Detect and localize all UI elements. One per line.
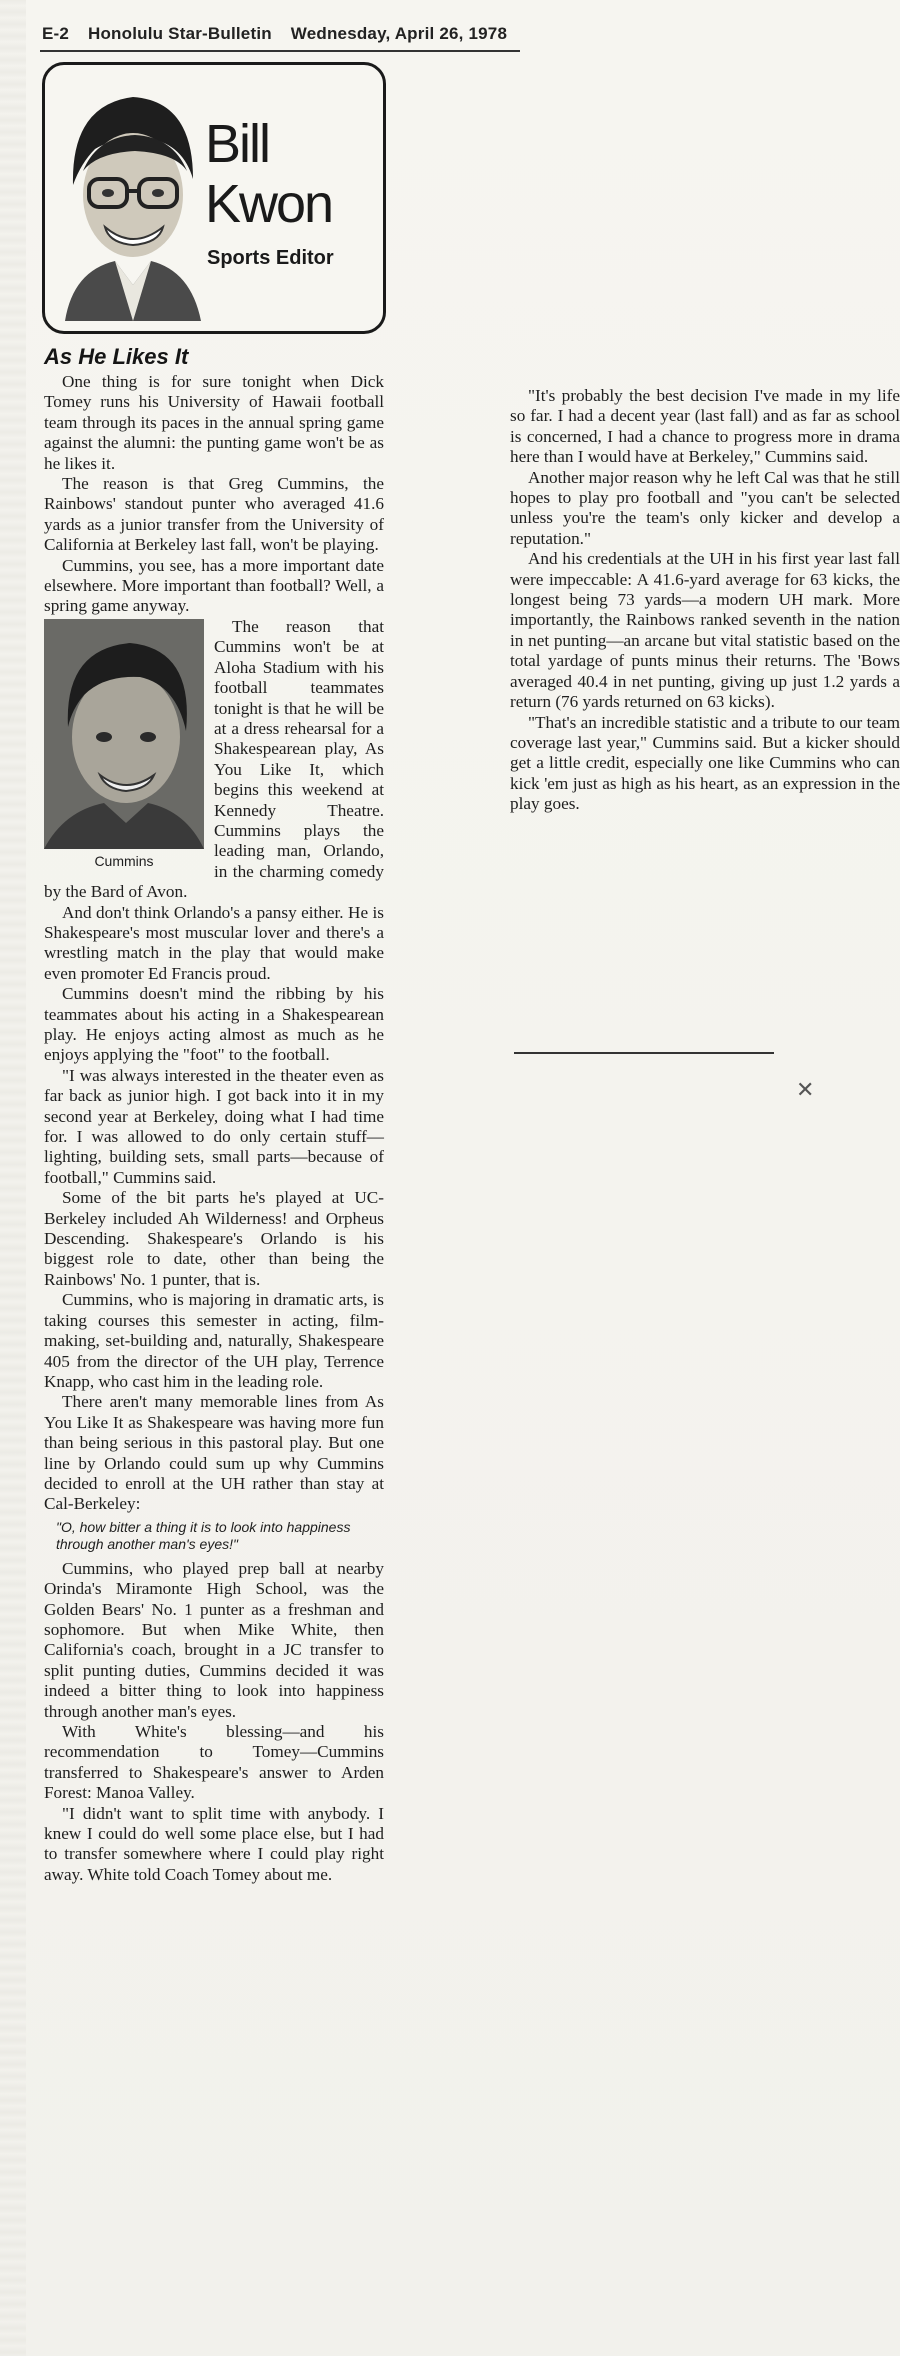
column-header bbox=[42, 62, 386, 334]
paragraph: Another major reason why he left Cal was that he still hopes to play pro football and "you can't be selected unless you're the team's only kicker and develop a reputation." bbox=[510, 467, 900, 548]
folio-page: E-2 bbox=[42, 24, 70, 43]
paragraph: With White's blessing—and his recommendation to Tomey—Cummins transferred to Shakespeare's answer to Arden Forest: Manoa Valley. bbox=[44, 1722, 384, 1803]
folio-date: Wednesday, April 26, 1978 bbox=[290, 24, 508, 43]
columnist-last-name: Kwon bbox=[205, 174, 333, 234]
pull-quote: "O, how bitter a thing it is to look into happiness through another man's eyes!" bbox=[56, 1518, 351, 1552]
columnist-role: Sports Editor bbox=[207, 247, 334, 269]
paragraph: "It's probably the best decision I've made in my life so far. I had a decent year (last fall) and as far as school is concerned, I had a chance to progress more in drama here than I would have at Berkeley," Cummins said. bbox=[510, 386, 900, 467]
paragraph: Cummins, who played prep ball at nearby Orinda's Miramonte High School, was the Golden Bears' No. 1 punter as a freshman and sophomore. But when Mike White, then California's coach, brought in a JC transfer to split punting duties, Cummins decided it was indeed a bitter thing to look into happiness through another man's eyes. bbox=[44, 1558, 384, 1721]
player-photo-caption: Cummins bbox=[94, 852, 154, 869]
folio-paper: Honolulu Star-Bulletin bbox=[88, 24, 272, 43]
paragraph: Some of the bit parts he's played at UC-Berkeley included Ah Wilderness! and Orpheus Descending. Shakespeare's Orlando is his biggest role to date, other than being the Rainbows' No. 1 punter, that is. bbox=[44, 1188, 384, 1289]
paragraph: There aren't many memorable lines from As You Like It as Shakespeare was having more fun than being serious in this pastoral play. But one line by Orlando could sum up why Cummins decided to enroll at the UH rather than stay at Cal-Berkeley: bbox=[44, 1392, 384, 1514]
paragraph: "I was always interested in the theater even as far back as junior high. I got back into it in my second year at Berkeley, doing what I had time for. I was allowed to do only certain stuff—lighting, building sets, small parts—because of football," Cummins said. bbox=[44, 1065, 384, 1187]
paragraph: The reason that Cummins won't be at Aloha Stadium with his football teammates tonight is that he will be at a dress rehearsal for a Shakespearean play, As You Like It, which begins this weekend at Kennedy Theatre. Cummins plays the leading man, Orlando, in the charming comedy by the Bard of Avon. bbox=[44, 616, 384, 902]
paragraph: One thing is for sure tonight when Dick Tomey runs his University of Hawaii football team through its paces in the annual spring game against the alumni: the punting game won't be as he likes it. bbox=[44, 372, 384, 473]
player-photo-block bbox=[44, 619, 204, 871]
columnist-photo bbox=[55, 75, 205, 321]
article-column-1 bbox=[44, 372, 384, 1885]
scan-edge bbox=[0, 0, 26, 2356]
column-end-rule bbox=[514, 1052, 774, 1054]
article-headline: As He Likes It bbox=[44, 344, 189, 369]
columnist-first-name: Bill bbox=[205, 114, 270, 174]
folio-rule bbox=[40, 50, 520, 52]
paragraph: And don't think Orlando's a pansy either. He is Shakespeare's most muscular lover and there's a wrestling match in the play that would make even promoter Ed Francis proud. bbox=[44, 902, 384, 983]
paragraph: Cummins, you see, has a more important date elsewhere. More important than football? Well, a spring game anyway. bbox=[44, 555, 384, 616]
paragraph: "I didn't want to split time with anybody. I knew I could do well some place else, but I had to transfer somewhere where I could play right away. White told Coach Tomey about me. bbox=[44, 1803, 384, 1884]
folio-line bbox=[42, 24, 521, 44]
paragraph: Cummins, who is majoring in dramatic arts, is taking courses this semester in acting, film-making, set-building and, naturally, Shakespeare 405 from the director of the UH play, Terrence Knapp, who cast him in the leading role. bbox=[44, 1290, 384, 1391]
pencil-mark: ✕ bbox=[796, 1078, 815, 1103]
paragraph: And his credentials at the UH in his first year last fall were impeccable: A 41.6-yard average for 63 kicks, the longest being 73 yards—a modern UH mark. More importantly, the Rainbows ranked seventh in the nation in net punting—an arcane but vital statistic based on the total yardage of punts minus their returns. The 'Bows averaged 40.4 in net punting, giving up just 1.2 yards a return (76 yards returned on 63 kicks). bbox=[510, 549, 900, 712]
article-column-2 bbox=[510, 386, 900, 815]
paragraph: Cummins doesn't mind the ribbing by his teammates about his acting in a Shakespearean play. He enjoys acting almost as much as he enjoys applying the "foot" to the football. bbox=[44, 984, 384, 1065]
player-photo bbox=[44, 619, 204, 849]
paragraph: The reason is that Greg Cummins, the Rainbows' standout punter who averaged 41.6 yards as a junior transfer from the University of California at Berkeley last fall, won't be playing. bbox=[44, 474, 384, 555]
paragraph: "That's an incredible statistic and a tribute to our team coverage last year," Cummins said. But a kicker should get a little credit, especially one like Cummins who can kick 'em just as high as his heart, as an expression in the play goes. bbox=[510, 712, 900, 814]
